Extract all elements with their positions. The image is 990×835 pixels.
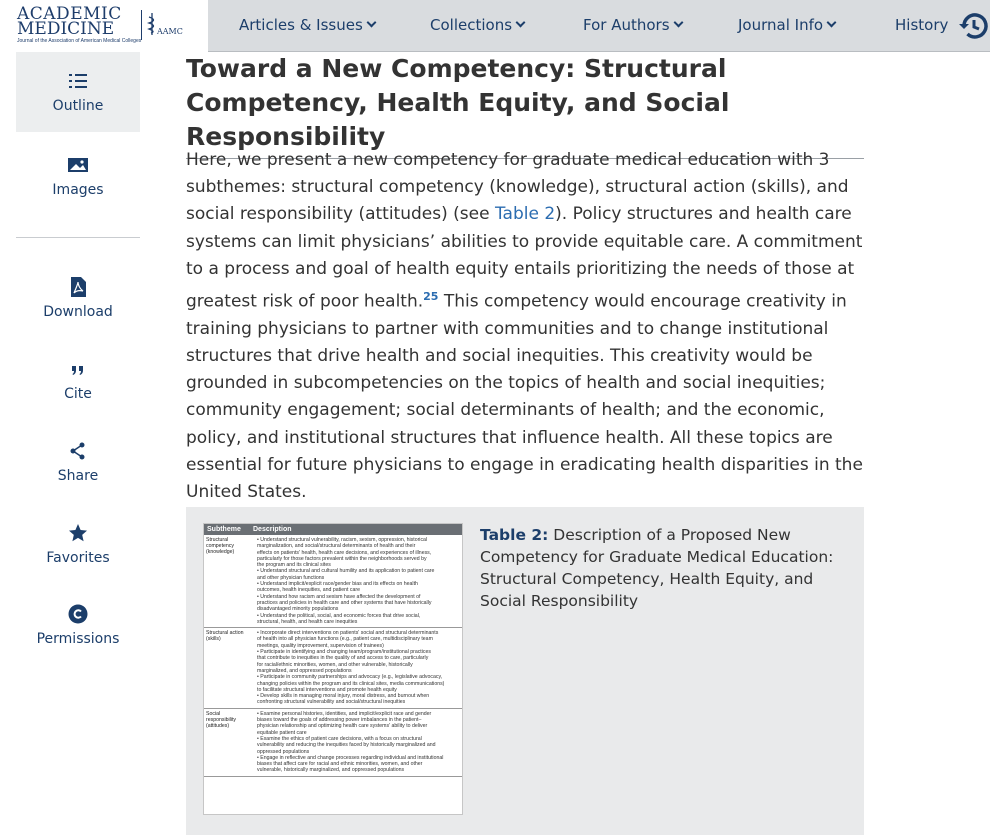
table-line: and other physician functions — [257, 574, 325, 581]
table-line: particularly for those factors prevalent within the neighborhoods served by — [257, 555, 427, 562]
logo-divider — [141, 10, 142, 40]
table-line: • Develop skills in managing moral injury, moral distress, and burnout when — [257, 693, 430, 700]
sidebar-item-label: Favorites — [46, 550, 110, 566]
copyright-icon — [67, 603, 89, 625]
chevron-down-icon — [827, 18, 837, 28]
sidebar-item-outline[interactable] — [16, 52, 140, 132]
nav-label: Collections — [430, 16, 513, 34]
table-line: • Understand structural vulnerability, racism, sexism, oppression, historical — [257, 537, 428, 543]
nav-label: History — [895, 16, 949, 34]
table-header — [204, 524, 462, 535]
sidebar-divider — [16, 237, 140, 238]
chevron-down-icon — [366, 18, 376, 28]
nav-articles-issues[interactable] — [239, 16, 375, 34]
table-row — [204, 709, 462, 777]
caption-text: Description of a Proposed New Competency for Graduate Medical Education: Structural Competency, Health Equity, and Social Responsibility — [480, 526, 834, 610]
table-line: changing policies within the program and its clinical sites, media communications) — [257, 680, 445, 687]
section-title: Toward a New Competency: Structural Competency, Health Equity, and Social Responsibility — [186, 52, 864, 159]
table-line: for racial/ethnic minorities, women, and other vulnerable, historically — [257, 661, 413, 668]
logo-subtitle: Journal of the Association of American Medical Colleges — [17, 38, 142, 44]
table-line: disadvantaged minority populations — [257, 606, 339, 613]
logo-line-1: ACADEMIC — [17, 4, 122, 24]
chevron-down-icon — [673, 18, 683, 28]
sidebar-item-label: Images — [52, 182, 104, 198]
table-line: physician relationship and optimizing health care systems' ability to deliver — [257, 723, 428, 730]
sidebar-item-cite[interactable] — [16, 358, 140, 402]
nav-for-authors[interactable] — [583, 16, 682, 34]
sidebar-item-share[interactable] — [16, 440, 140, 484]
table-line: • Participate in community partnerships and advocacy (e.g., legislative advocacy, — [257, 674, 443, 681]
table-body — [204, 535, 462, 777]
caption-label[interactable]: Table 2: — [480, 526, 549, 544]
nav-collections[interactable] — [430, 16, 524, 34]
sidebar-item-favorites[interactable] — [16, 522, 140, 566]
nav-history[interactable] — [895, 16, 948, 34]
table-header-description: Description — [253, 526, 292, 533]
sidebar-item-permissions[interactable] — [16, 603, 140, 647]
quote-icon — [67, 358, 89, 380]
figure-caption — [480, 524, 850, 612]
sidebar-item-images[interactable] — [16, 154, 140, 198]
pdf-icon — [67, 276, 89, 298]
table-line: biases that affect care for racial and ethnic minorities, women, and other — [257, 761, 423, 768]
table-line: of health into all physician functions (e.g., patient care, multidisciplinary team — [257, 636, 433, 643]
table-line: • Understand implicit/explicit race/gender bias and its effects on health — [257, 581, 418, 588]
outline-icon — [67, 70, 89, 92]
table-line: marginalized, and oppressed populations — [257, 667, 352, 674]
article-paragraph — [186, 147, 866, 506]
table-line: structural, health, and health care inequities — [257, 618, 358, 625]
images-icon — [67, 154, 89, 176]
logo-line-2: MEDICINE — [17, 19, 115, 39]
logo-wordmark — [17, 4, 122, 39]
table-line: to facilitate structural interventions and promote health equity — [257, 686, 397, 693]
sidebar-item-label: Share — [57, 468, 99, 484]
table-line: vulnerability and reducing the inequities faced by historically marginalized and — [257, 742, 436, 749]
table-line: • Engage in reflective and change processes regarding individual and institutional — [257, 754, 444, 761]
table-line: confronting structural vulnerability and social/structural inequities — [257, 699, 406, 706]
paragraph-text: ). Policy structures and health care systems can limit physicians’ abilities to provide equitable care. A commitment to a process and goal of health equity entails prioritizing the needs of those at greatest risk of poor health. — [186, 204, 863, 312]
table-cell-description — [250, 628, 462, 708]
table-line: outcomes, health inequities, and patient care — [257, 587, 360, 594]
table-2-thumbnail[interactable] — [203, 523, 463, 815]
table-row — [204, 628, 462, 709]
history-icon[interactable] — [958, 10, 990, 42]
nav-label: For Authors — [583, 16, 670, 34]
table-line: meetings, quality improvement, supervision of trainees) — [257, 642, 384, 649]
table-cell-subtheme: Structural competency (knowledge) — [206, 537, 235, 555]
share-icon — [67, 440, 89, 462]
sidebar-item-label: Outline — [52, 98, 104, 114]
table-line: marginalization, and social/structural determinants of health and their — [257, 543, 416, 550]
table-2-figure — [186, 507, 864, 835]
table-line: • Incorporate direct interventions on patients' social and structural determinants — [257, 630, 439, 637]
table-line: effects on patients' health, health care decisions, and experiences of illness, — [257, 549, 432, 556]
table-line: equitable patient care — [257, 729, 307, 736]
table-row — [204, 535, 462, 628]
sidebar-item-label: Download — [43, 304, 113, 320]
nav-label: Articles & Issues — [239, 16, 363, 34]
table-cell-subtheme: Social responsibility (attitudes) — [206, 710, 236, 729]
reference-link[interactable]: 25 — [423, 290, 439, 304]
aamc-label: AAMC — [157, 27, 183, 36]
sidebar-item-download[interactable] — [16, 276, 140, 320]
table-2-link[interactable]: Table 2 — [494, 204, 556, 225]
star-icon — [67, 522, 89, 544]
table-line: biases toward the goals of addressing power imbalances in the patient– — [257, 717, 422, 724]
sidebar-item-label: Permissions — [36, 631, 120, 647]
top-nav — [0, 0, 990, 52]
table-line: practices and policies in health care and other systems that have historically — [257, 599, 432, 606]
table-cell-description — [250, 535, 462, 627]
table-cell-subtheme: Structural action (skills) — [206, 630, 244, 643]
table-line: oppressed populations — [257, 748, 310, 755]
table-line: • Understand the political, social, and economic forces that drive social, — [257, 612, 421, 619]
table-header-subtheme: Subtheme — [207, 526, 241, 533]
paragraph-text: Here, we present a new competency for graduate medical education with 3 subthemes: structural competency (knowledge), structural action (skills), and social responsibility (attitudes) (see — [186, 150, 849, 225]
nav-label: Journal Info — [738, 16, 824, 34]
table-line: • Understand how racism and sexism have affected the development of — [257, 593, 421, 600]
journal-logo[interactable] — [0, 0, 208, 52]
table-line: that contribute to inequities in the quality of and access to care, particularly — [257, 655, 429, 662]
nav-journal-info[interactable] — [738, 16, 835, 34]
table-line: • Examine the ethics of patient care decisions, with a focus on structural — [257, 735, 422, 742]
table-line: the program and its clinical sites — [257, 562, 331, 569]
table-line: • Understand structural and cultural humility and its application to patient care — [257, 568, 435, 575]
paragraph-text: This competency would encourage creativity in training physicians to partner with communities and to change institutional structures that drive health and social inequities. This creativity would be grounded in subcompetencies on the topics of health and social inequities; community engagement; social determinants of health; and the economic, policy, and institutional structures that influence health. All these topics are essential for future physicians to engage in eradicating health disparities in the United States. — [186, 291, 863, 503]
table-line: • Participate in identifying and changing team/program/institutional practices — [257, 649, 431, 656]
table-line: vulnerable, historically marginalized, and oppressed populations — [257, 767, 405, 774]
chevron-down-icon — [516, 18, 526, 28]
sidebar-item-label: Cite — [64, 386, 92, 402]
table-line: • Examine personal histories, identities, and implicit/explicit race and gender — [257, 710, 432, 717]
table-cell-description — [250, 709, 462, 776]
